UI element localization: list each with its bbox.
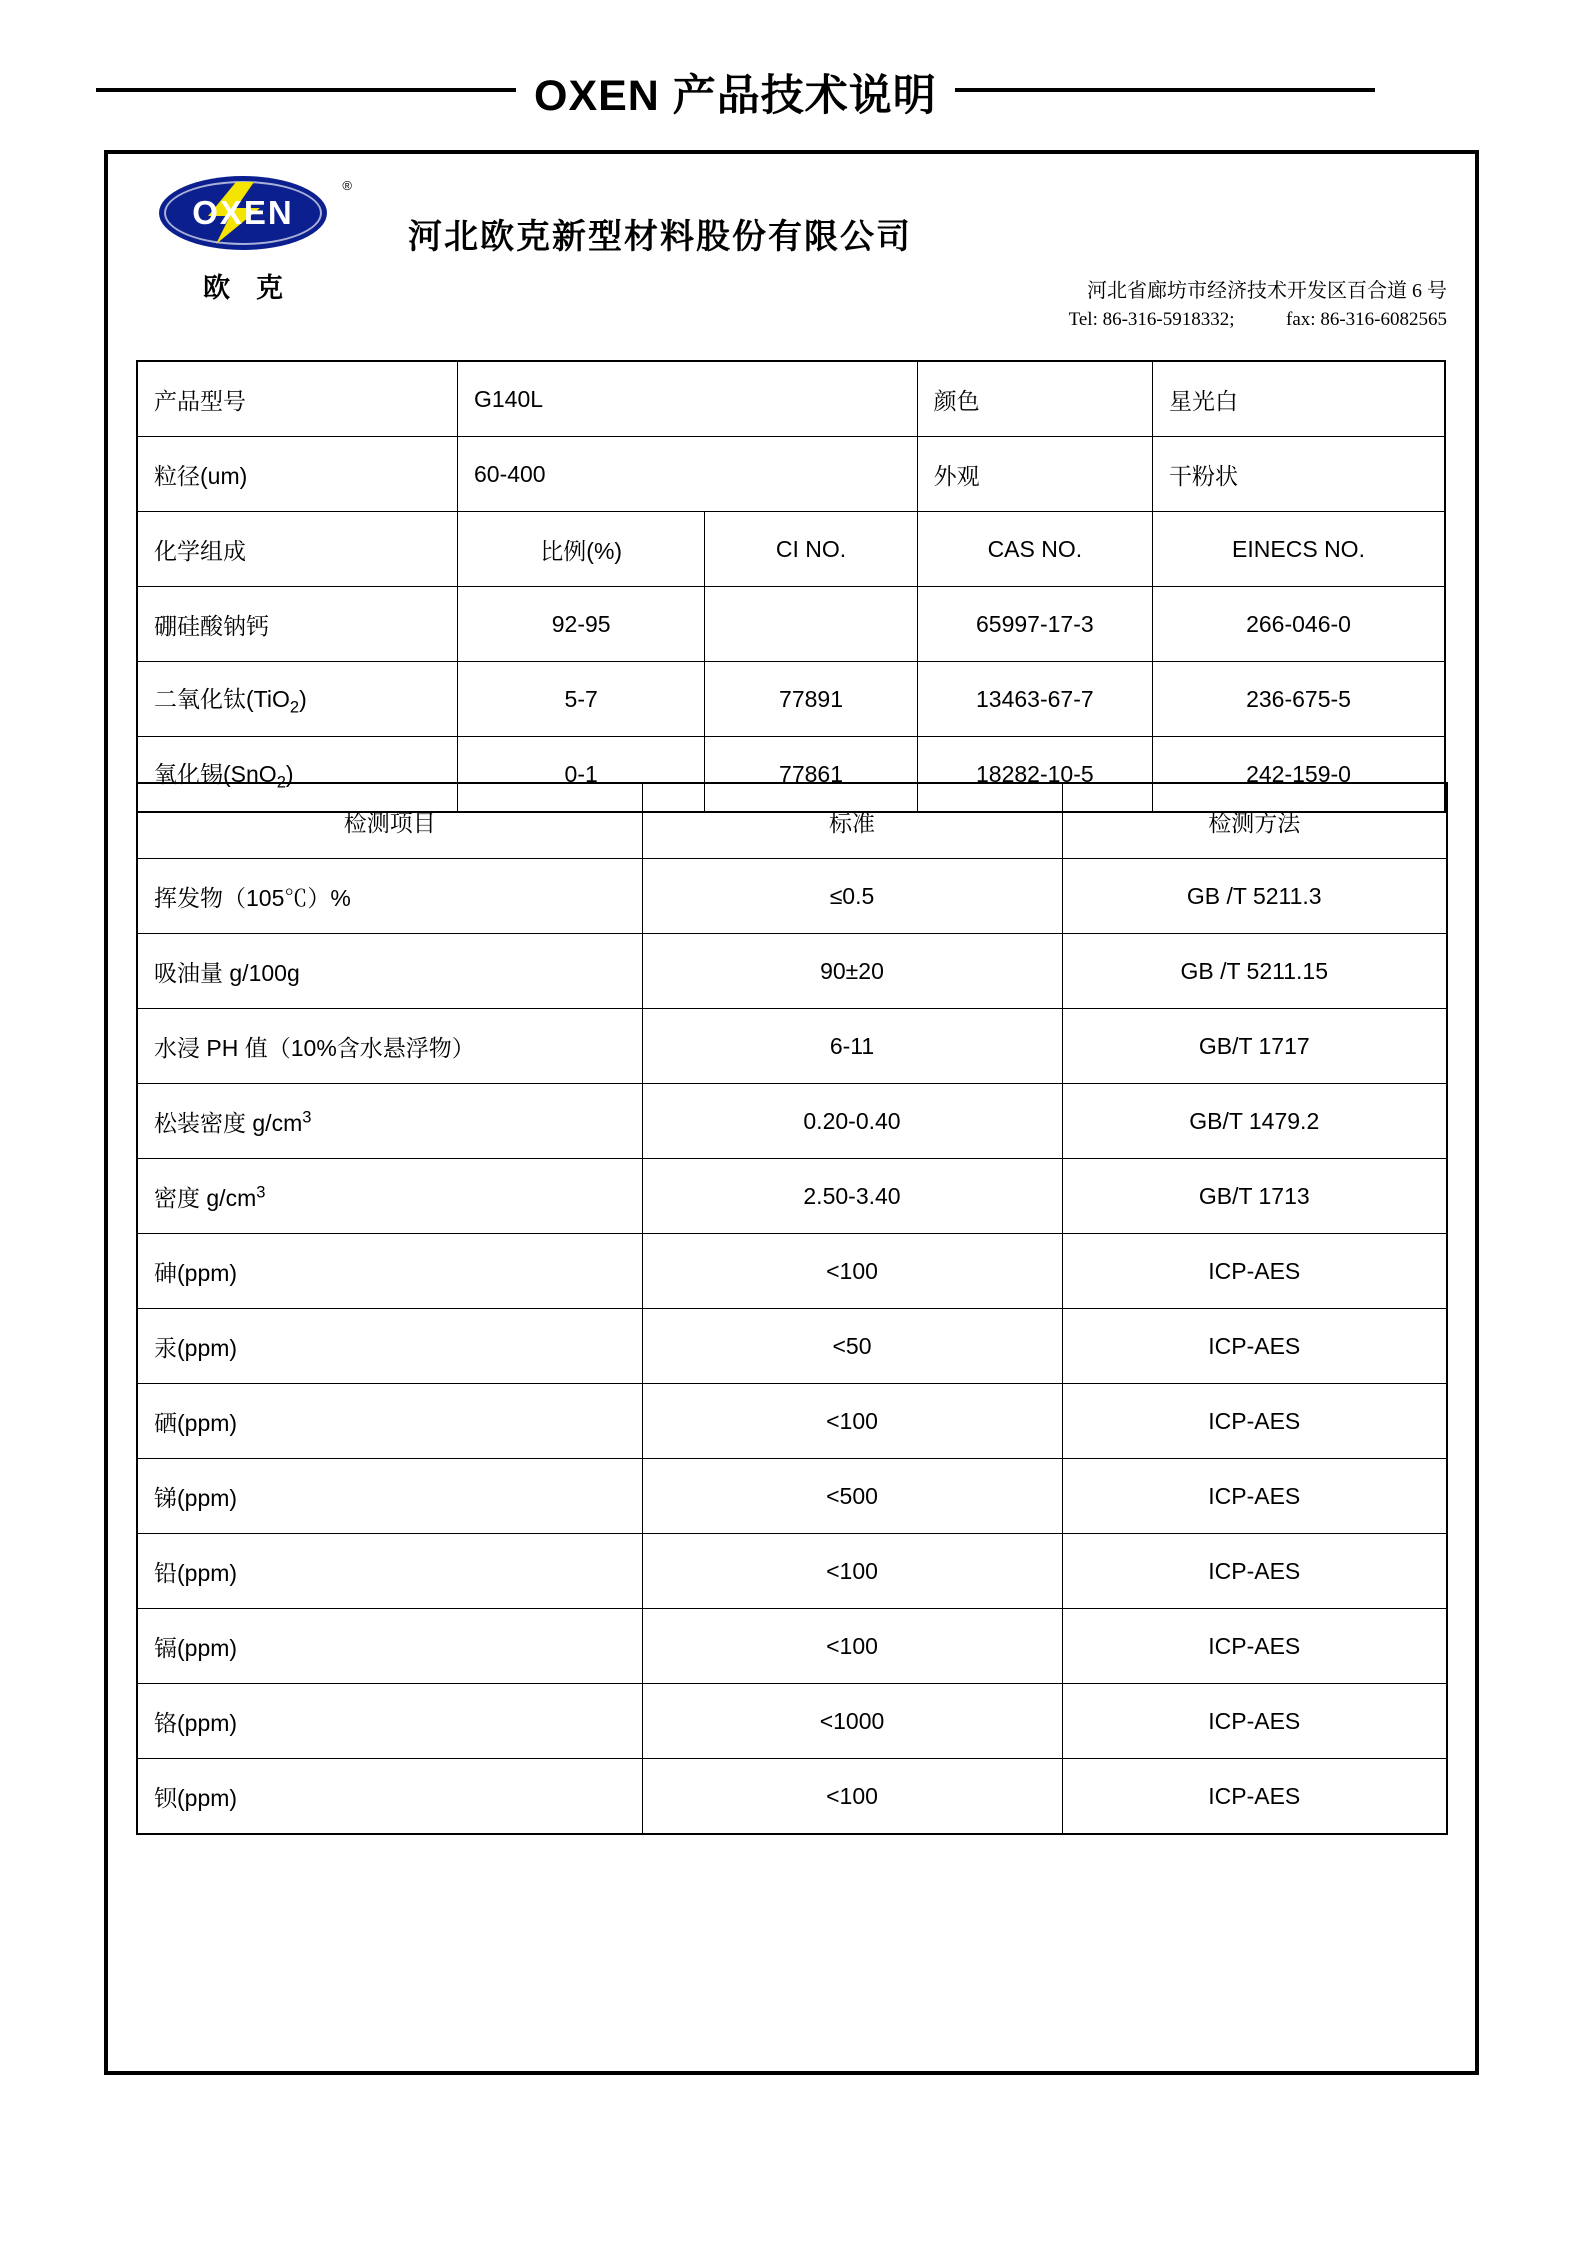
spec-value-model: G140L (457, 361, 917, 437)
test-standard: 2.50-3.40 (642, 1159, 1062, 1234)
spec-value-color: 星光白 (1153, 361, 1445, 437)
test-standard: <100 (642, 1534, 1062, 1609)
test-method: ICP-AES (1062, 1309, 1447, 1384)
table-row (137, 859, 1447, 934)
test-standard: 90±20 (642, 934, 1062, 1009)
test-method: GB/T 1713 (1062, 1159, 1447, 1234)
company-address: 河北省廊坊市经济技术开发区百合道 6 号 (1087, 280, 1447, 302)
tel-value: 86-316-5918332; (1102, 309, 1235, 330)
company-logo (148, 176, 352, 305)
test-item: 镉(ppm) (137, 1609, 642, 1684)
table-row (137, 1384, 1447, 1459)
composition-ratio: 5-7 (457, 662, 704, 737)
composition-einecs: 242-159-0 (1153, 737, 1445, 813)
test-standard: 0.20-0.40 (642, 1084, 1062, 1159)
table-header-row (137, 783, 1447, 859)
test-method: GB /T 5211.15 (1062, 934, 1447, 1009)
table-row (137, 1759, 1447, 1835)
logo-wordmark: OXEN (192, 194, 294, 231)
company-contact (1069, 276, 1447, 335)
test-item: 松装密度 $g/cm^3$ (137, 1084, 642, 1159)
composition-header-ci: CI NO. (705, 512, 917, 587)
table-row (137, 1459, 1447, 1534)
composition-cas: 65997-17-3 (917, 587, 1152, 662)
test-item: 挥发物（105℃）% (137, 859, 642, 934)
table-row (137, 1234, 1447, 1309)
page-title: OXEN 产品技术说明 (534, 71, 937, 120)
composition-einecs: 236-675-5 (1153, 662, 1445, 737)
composition-name: 氧化锡(SnO$_2$) (137, 737, 457, 813)
spec-label-appearance: 外观 (917, 437, 1152, 512)
title-rule-left (96, 88, 516, 92)
table-row (137, 1534, 1447, 1609)
table-row (137, 1609, 1447, 1684)
test-standard: <100 (642, 1384, 1062, 1459)
composition-name: 硼硅酸钠钙 (137, 587, 457, 662)
test-standard: <1000 (642, 1684, 1062, 1759)
test-method: ICP-AES (1062, 1234, 1447, 1309)
test-item: 水浸 PH 值（10%含水悬浮物） (137, 1009, 642, 1084)
test-standard: <100 (642, 1234, 1062, 1309)
table-row (137, 934, 1447, 1009)
table-row (137, 1084, 1447, 1159)
spec-label-model: 产品型号 (137, 361, 457, 437)
test-method: ICP-AES (1062, 1609, 1447, 1684)
composition-name: 二氧化钛(TiO$_2$) (137, 662, 457, 737)
product-spec-table (136, 360, 1446, 813)
content-frame (104, 150, 1479, 2075)
spec-label-color: 颜色 (917, 361, 1152, 437)
table-row (137, 1309, 1447, 1384)
composition-header-cas: CAS NO. (917, 512, 1152, 587)
table-row (137, 1684, 1447, 1759)
test-standard: <500 (642, 1459, 1062, 1534)
test-method: ICP-AES (1062, 1384, 1447, 1459)
table-row (137, 587, 1445, 662)
logo-badge (159, 176, 327, 250)
table-row (137, 1009, 1447, 1084)
table-row (137, 361, 1445, 437)
test-item: 锑(ppm) (137, 1459, 642, 1534)
test-header-method: 检测方法 (1062, 783, 1447, 859)
test-method: ICP-AES (1062, 1759, 1447, 1835)
table-header-row (137, 512, 1445, 587)
fax-value: 86-316-6082565 (1320, 309, 1447, 330)
test-item: 钡(ppm) (137, 1759, 642, 1835)
tel-label: Tel: (1068, 309, 1098, 330)
test-method: ICP-AES (1062, 1684, 1447, 1759)
test-results-table (136, 782, 1448, 1835)
test-header-standard: 标准 (642, 783, 1062, 859)
composition-ratio: 0-1 (457, 737, 704, 813)
title-rule-right (955, 88, 1375, 92)
composition-cas: 13463-67-7 (917, 662, 1152, 737)
test-method: GB /T 5211.3 (1062, 859, 1447, 934)
spec-value-appearance: 干粉状 (1153, 437, 1445, 512)
test-standard: 6-11 (642, 1009, 1062, 1084)
test-header-item: 检测项目 (137, 783, 642, 859)
table-row (137, 662, 1445, 737)
test-standard: <100 (642, 1609, 1062, 1684)
test-item: 吸油量 g/100g (137, 934, 642, 1009)
test-item: 汞(ppm) (137, 1309, 642, 1384)
composition-ci (705, 587, 917, 662)
test-item: 铅(ppm) (137, 1534, 642, 1609)
test-item: 密度 $g/cm^3$ (137, 1159, 642, 1234)
company-name: 河北欧克新型材料股份有限公司 (408, 218, 912, 256)
composition-ratio: 92-95 (457, 587, 704, 662)
composition-cas: 18282-10-5 (917, 737, 1152, 813)
spec-value-particle-size: 60-400 (457, 437, 917, 512)
test-standard: <100 (642, 1759, 1062, 1835)
logo-chinese-name: 欧克 (203, 273, 309, 303)
test-method: ICP-AES (1062, 1459, 1447, 1534)
test-method: GB/T 1479.2 (1062, 1084, 1447, 1159)
test-standard: <50 (642, 1309, 1062, 1384)
table-row (137, 1159, 1447, 1234)
composition-einecs: 266-046-0 (1153, 587, 1445, 662)
fax-label: fax: (1286, 309, 1316, 330)
test-item: 砷(ppm) (137, 1234, 642, 1309)
test-item: 硒(ppm) (137, 1384, 642, 1459)
composition-ci: 77891 (705, 662, 917, 737)
company-phone-fax (1069, 306, 1447, 335)
registered-trademark-icon: ® (342, 178, 352, 193)
test-item: 铬(ppm) (137, 1684, 642, 1759)
composition-header-einecs: EINECS NO. (1153, 512, 1445, 587)
table-row (137, 437, 1445, 512)
test-method: ICP-AES (1062, 1534, 1447, 1609)
document-title-row (96, 52, 1491, 132)
composition-ci: 77861 (705, 737, 917, 813)
test-method: GB/T 1717 (1062, 1009, 1447, 1084)
composition-header-ratio: 比例(%) (457, 512, 704, 587)
composition-header-name: 化学组成 (137, 512, 457, 587)
spec-label-particle-size: 粒径(um) (137, 437, 457, 512)
test-standard: ≤0.5 (642, 859, 1062, 934)
